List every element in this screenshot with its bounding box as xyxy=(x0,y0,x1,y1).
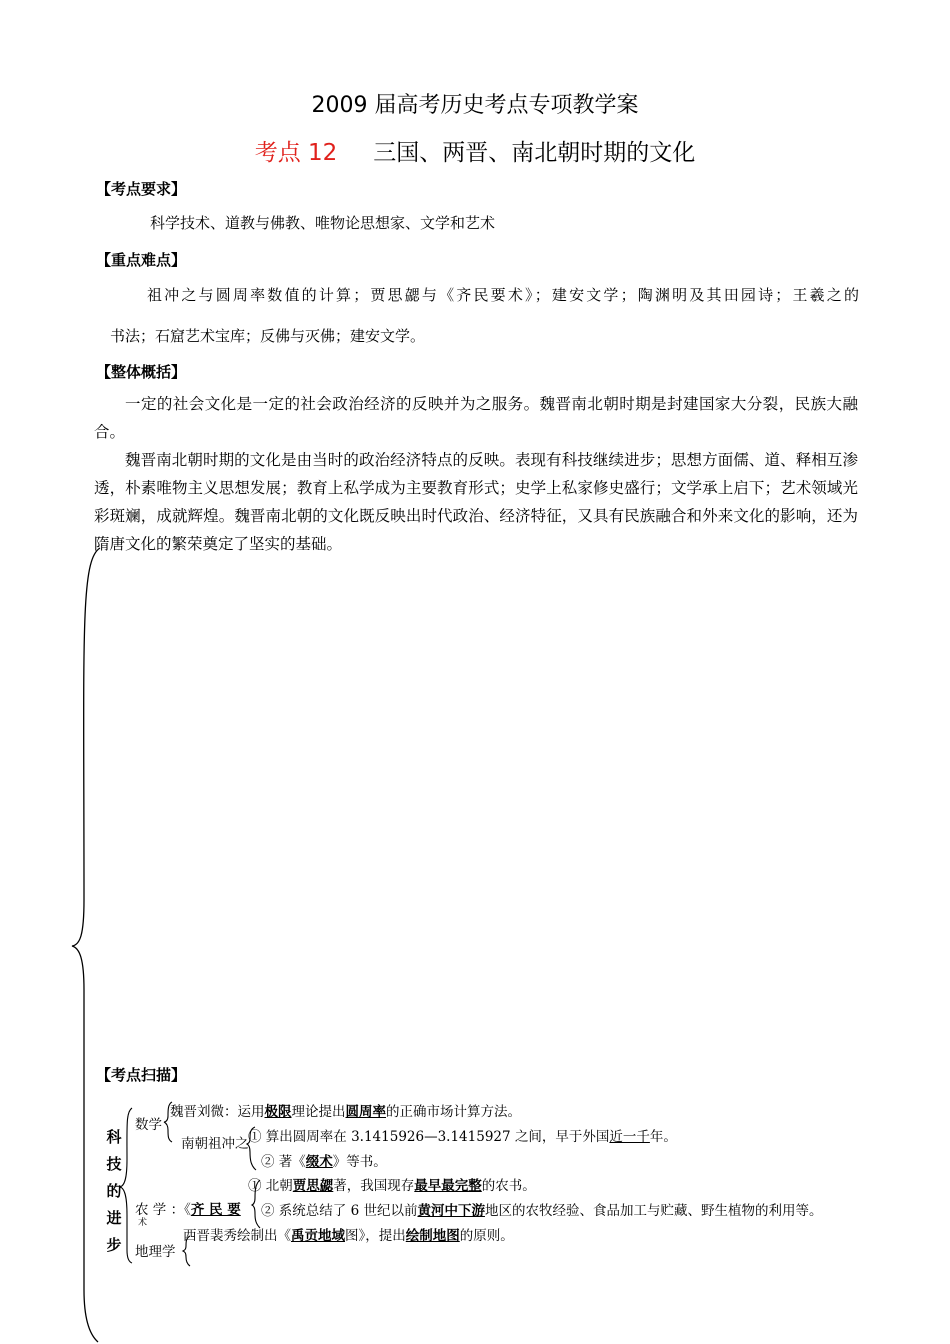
topic-name: 三国、两晋、南北朝时期的文化 xyxy=(373,140,696,166)
overview-heading: 【整体概括】 xyxy=(96,363,187,381)
key-points-line1: 祖冲之与圆周率数值的计算；贾思勰与《齐民要术》；建安文学；陶渊明及其田园诗；王羲之的 xyxy=(147,286,859,304)
zu-1-prefix: ① 算出圆周率在 3.1415926—3.1415927 之间，早于外国 xyxy=(248,1129,610,1145)
zu-line-2 xyxy=(261,1150,387,1170)
agri-1-prefix: ① 北朝 xyxy=(248,1178,293,1194)
term-map-drawing: 绘制地图 xyxy=(405,1228,460,1244)
zu-2-prefix: ② 著《 xyxy=(261,1154,306,1170)
term-limit: 极限 xyxy=(264,1104,292,1120)
side-char: 技 xyxy=(106,1155,122,1173)
requirements-text: 科学技术、道教与佛教、唯物论思想家、文学和艺术 xyxy=(150,214,496,232)
agri-label-continuation: 术 xyxy=(138,1218,148,1228)
geo-label: 地理学 xyxy=(135,1244,176,1260)
agri-1-mid: 著，我国现存 xyxy=(333,1178,415,1194)
agri-2-suffix: 地区的农牧经验、食品加工与贮藏、野生植物的利用等。 xyxy=(484,1203,823,1219)
key-points-heading: 【重点难点】 xyxy=(96,251,187,269)
zu-2-suffix: 》等书。 xyxy=(332,1154,387,1170)
liu-hui-prefix: 魏晋刘微：运用 xyxy=(170,1104,265,1120)
key-points-line2: 书法；石窟艺术宝库；反佛与灭佛；建安文学。 xyxy=(110,327,426,345)
geo-line-1 xyxy=(183,1224,514,1244)
large-brace xyxy=(72,548,100,1342)
agri-1-suffix: 的农书。 xyxy=(481,1178,536,1194)
overview-paragraph-2: 魏晋南北朝时期的文化是由当时的政治经济特点的反映。表现有科技继续进步；思想方面儒、道、释相互渗透，朴素唯物主义思想发展；教育上私学成为主要教育形式；史学上私家修史盛行；文学承上启下；艺术领域光彩斑斓，成就辉煌。魏晋南北朝的文化既反映出时代政治、经济特征，又具有民族融合和外来文化的影响，还为隋唐文化的繁荣奠定了坚实的基础。 xyxy=(94,451,858,553)
science-side-label xyxy=(106,1124,122,1259)
agri-2-prefix: ② 系统总结了 6 世纪以前 xyxy=(261,1203,418,1219)
agri-label-text: 农 学 ：《 xyxy=(135,1202,191,1218)
agri-line-1 xyxy=(248,1174,536,1194)
requirements-heading: 【考点要求】 xyxy=(96,180,187,198)
zu-label: 南朝祖冲之 xyxy=(181,1136,249,1152)
side-char: 科 xyxy=(106,1128,122,1146)
topic-label: 考点 12 xyxy=(254,140,338,166)
term-earliest-complete: 最早最完整 xyxy=(414,1178,482,1194)
side-char: 的 xyxy=(106,1182,122,1200)
overview-paragraph-1: 一定的社会文化是一定的社会政治经济的反映并为之服务。魏晋南北朝时期是封建国家大分裂，民族大融合。 xyxy=(94,395,858,441)
term-pi: 圆周率 xyxy=(345,1104,386,1120)
term-jia-sixie: 贾思勰 xyxy=(292,1178,334,1194)
term-qimin-yaoshu: 齐 民 要 xyxy=(190,1202,241,1218)
zu-line-1 xyxy=(248,1125,677,1145)
geo-1-suffix: 的原则。 xyxy=(459,1228,514,1244)
side-char: 步 xyxy=(106,1236,122,1254)
liu-hui-suffix: 的正确市场计算方法。 xyxy=(386,1104,521,1120)
term-zhui-shu: 缀术 xyxy=(305,1154,333,1170)
document-title: 2009 届高考历史考点专项教学案 xyxy=(311,93,639,118)
math-label: 数学 xyxy=(135,1117,162,1133)
side-char: 进 xyxy=(106,1209,122,1227)
liu-hui-mid: 理论提出 xyxy=(291,1104,346,1120)
geo-1-mid: 图》，提出 xyxy=(345,1228,406,1244)
term-yellow-river: 黄河中下游 xyxy=(417,1203,485,1219)
liu-hui-line xyxy=(170,1100,521,1120)
term-thousand-years: 近一千 xyxy=(609,1129,650,1145)
agri-label xyxy=(135,1198,241,1218)
scan-heading: 【考点扫描】 xyxy=(96,1066,187,1084)
zu-1-suffix: 年。 xyxy=(649,1129,677,1145)
agri-line-2 xyxy=(261,1199,822,1219)
term-yugong-map: 禹贡地域 xyxy=(291,1228,345,1244)
geo-1-prefix: 西晋裴秀绘制出《 xyxy=(183,1228,291,1244)
